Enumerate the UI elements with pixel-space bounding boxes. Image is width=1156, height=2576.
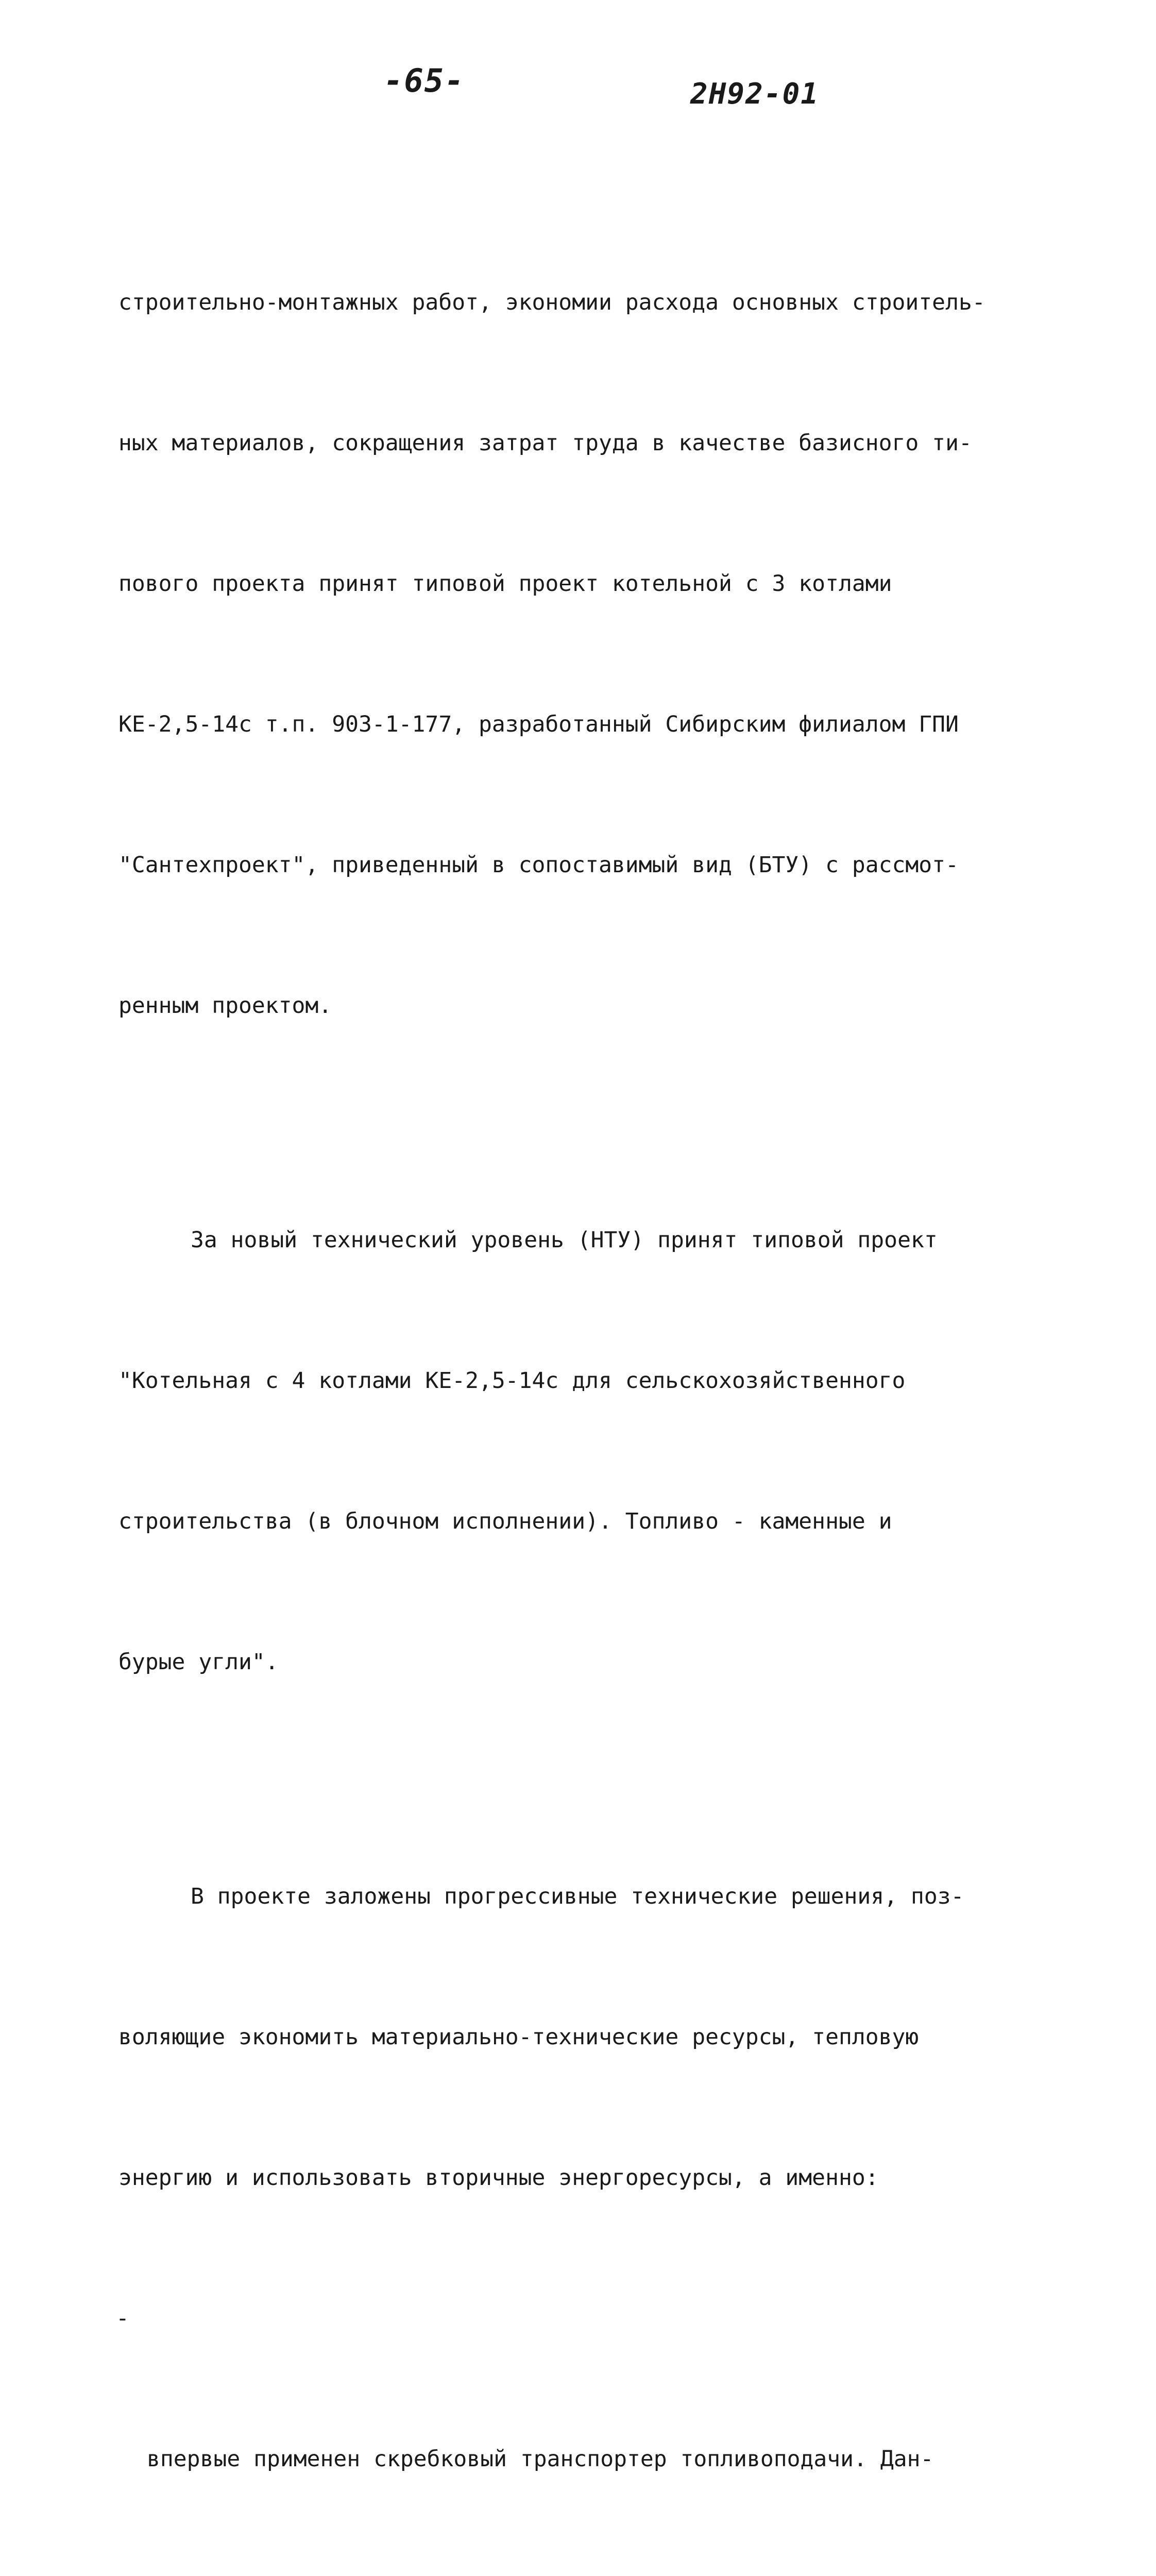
paragraph-ntu [118, 1123, 1056, 1780]
text-line: воляющие экономить материально-технические ресурсы, тепловую [118, 2024, 919, 2050]
text-line: строительно-монтажных работ, экономии расхода основных строитель- [118, 290, 985, 315]
paragraph-intro [118, 185, 1056, 1123]
page-number: -65- [384, 62, 465, 99]
text-line: В проекте заложены прогрессивные технические решения, поз- [191, 1884, 964, 1909]
text-line: "Котельная с 4 котлами КЕ-2,5-14с для сельскохозяйственного [118, 1368, 906, 1394]
document-code: 2Н92-01 [690, 77, 820, 111]
body-text [118, 185, 1056, 2576]
text-line: ных материалов, сокращения затрат труда в качестве базисного ти- [118, 430, 972, 456]
bullet-item [118, 2295, 1056, 2576]
paragraph-solutions [118, 1780, 1056, 2295]
text-line: энергию и использовать вторичные энергоресурсы, а именно: [118, 2165, 879, 2191]
text-line: "Сантехпроект", приведенный в сопоставимый вид (БТУ) с рассмот- [118, 852, 959, 878]
text-line: впервые применен скребковый транспортер топливоподачи. Дан- [147, 2446, 934, 2472]
text-line: бурые угли". [118, 1649, 279, 1675]
text-line: КЕ-2,5-14с т.п. 903-1-177, разработанный Сибирским филиалом ГПИ [118, 711, 959, 737]
text-line: строительства (в блочном исполнении). Топливо - каменные и [118, 1509, 892, 1534]
text-line: За новый технический уровень (НТУ) принят типовой проект [191, 1227, 938, 1253]
text-line: ренным проектом. [118, 993, 332, 1019]
text-line: пового проекта принят типовой проект котельной с 3 котлами [118, 571, 892, 597]
bullet-dash: - [116, 2306, 129, 2331]
